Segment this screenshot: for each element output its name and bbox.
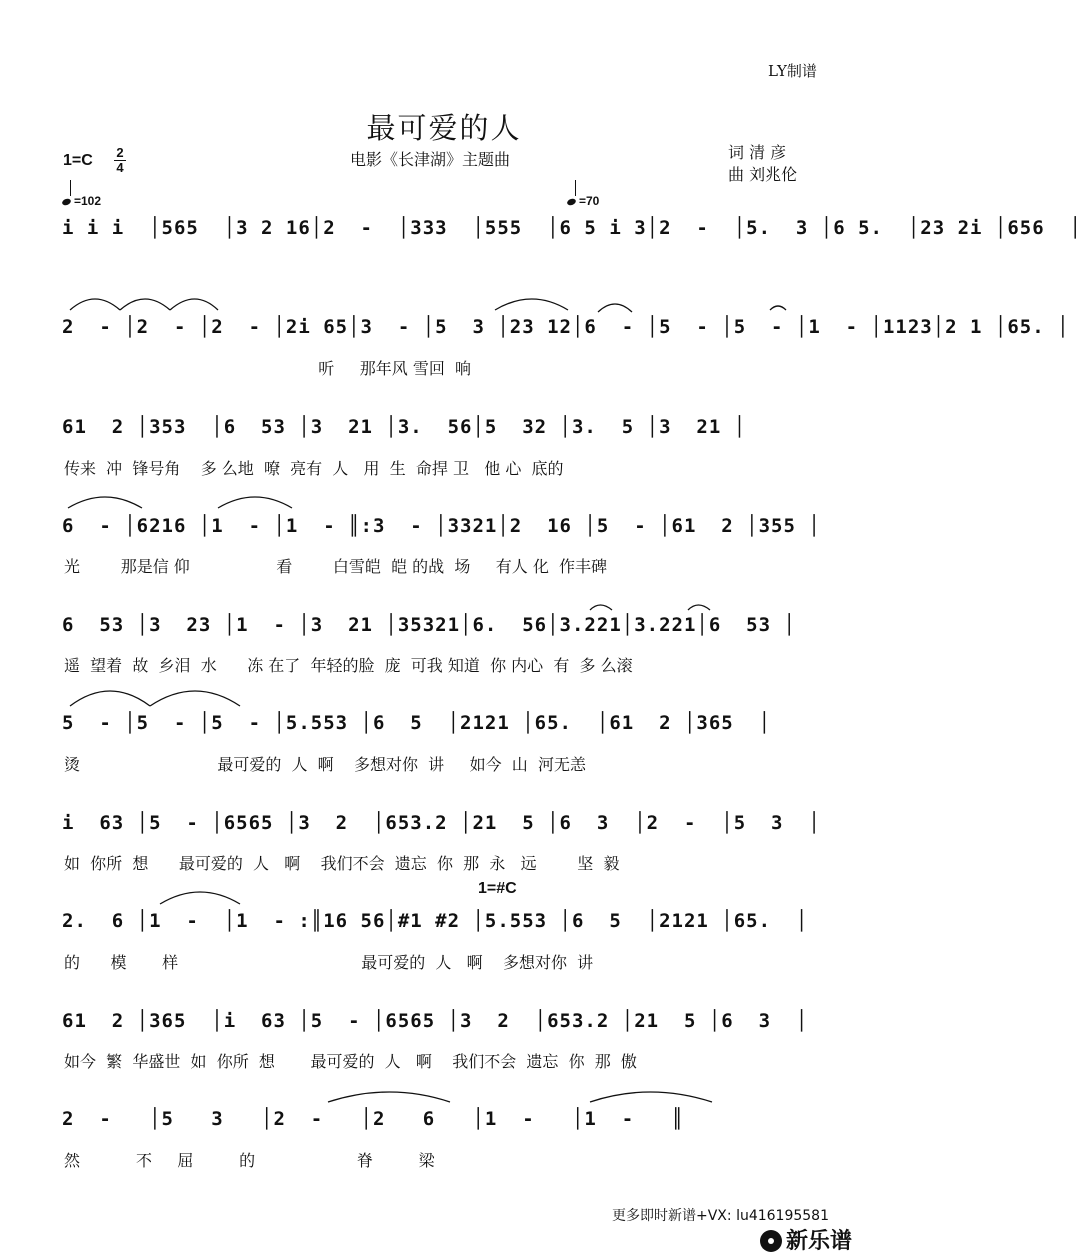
- system-5-lyrics: 遥 望着 故 乡泪 水 冻 在了 年轻的脸 庞 可我 知道 你 内心 有 多 么滚: [64, 656, 633, 675]
- slur: [70, 691, 150, 706]
- system-10-lyrics: 然 不 屈 的 脊 梁: [64, 1151, 435, 1170]
- time-bottom: 4: [116, 160, 124, 175]
- record-icon: [760, 1230, 782, 1252]
- system-3-lyrics: 传来 冲 锋号角 多 么地 嘹 亮有 人 用 生 命捍 卫 他 心 底的: [64, 459, 564, 478]
- system-1-notes: i i i │565 │3 2 16│2 - │333 │555 │6 5 i 3│2 - │5. 3 │6 5. │23 2i │656 │: [62, 217, 1082, 239]
- slur: [598, 304, 632, 312]
- key-change: 1=#C: [478, 880, 517, 897]
- system-2-notes: 2 - │2 - │2 - │2i 65│3 - │5 3 │23 12│6 - │5 - │5 - │1 - │1123│2 1 │65. │: [62, 316, 1070, 338]
- tempo-value-2: =70: [579, 194, 600, 208]
- lyricist-credit: 词 清 彦: [728, 143, 787, 162]
- slur: [328, 1092, 450, 1102]
- system-5-notes: 6 53 │3 23 │1 - │3 21 │35321│6. 56│3.221│3.221│6 53 │: [62, 614, 796, 636]
- slur: [218, 497, 292, 508]
- system-8-notes: 2. 6 │1 - │1 - :║16 56│#1 #2 │5.553 │6 5 │2121 │65. │: [62, 910, 809, 932]
- slur: [120, 299, 170, 310]
- system-4-lyrics: 光 那是信 仰 看 白雪皑 皑 的战 场 有人 化 作丰碑: [64, 557, 608, 576]
- system-9-notes: 61 2 │365 │i 63 │5 - │6565 │3 2 │653.2 │21 5 │6 3 │: [62, 1010, 809, 1032]
- slur: [160, 892, 240, 904]
- system-3-notes: 61 2 │353 │6 53 │3 21 │3. 56│5 32 │3. 5 │3 21 │: [62, 416, 747, 438]
- slur: [590, 1092, 712, 1102]
- key-signature: 1=C: [63, 152, 93, 169]
- system-2-lyrics: 听 那年风 雪回 响: [64, 359, 471, 378]
- system-6-lyrics: 烫 最可爱的 人 啊 多想对你 讲 如今 山 河无恙: [64, 755, 586, 774]
- logo-text: 新乐谱: [786, 1229, 853, 1254]
- system-4-notes: 6 - │6216 │1 - │1 - ║:3 - │3321│2 16 │5 - │61 2 │355 │: [62, 515, 821, 537]
- system-10-notes: 2 - │5 3 │2 - │2 6 │1 - │1 - ║: [62, 1108, 684, 1130]
- slur: [688, 605, 710, 610]
- system-8-lyrics: 的 模 样 最可爱的 人 啊 多想对你 讲: [64, 953, 594, 972]
- song-subtitle: 电影《长津湖》主题曲: [350, 150, 511, 169]
- system-9-lyrics: 如今 繁 华盛世 如 你所 想 最可爱的 人 啊 我们不会 遗忘 你 那 傲: [64, 1052, 637, 1071]
- slur: [170, 299, 218, 310]
- slur: [150, 691, 240, 706]
- footer-text: 更多即时新谱+VX: lu416195581: [612, 1208, 829, 1224]
- slur: [770, 306, 786, 310]
- maker-credit: LY制谱: [768, 62, 817, 80]
- song-title: 最可爱的人: [366, 111, 522, 145]
- time-top: 2: [116, 145, 124, 160]
- composer-credit: 曲 刘兆伦: [728, 165, 798, 184]
- slur: [68, 497, 142, 508]
- site-logo: [760, 1224, 852, 1255]
- slur: [70, 299, 120, 310]
- slur: [495, 299, 568, 310]
- system-7-lyrics: 如 你所 想 最可爱的 人 啊 我们不会 遗忘 你 那 永 远 坚 毅: [64, 854, 620, 873]
- slur: [590, 605, 612, 610]
- system-6-notes: 5 - │5 - │5 - │5.553 │6 5 │2121 │65. │61 2 │365 │: [62, 712, 772, 734]
- tempo-value-1: =102: [74, 194, 102, 208]
- system-7-notes: i 63 │5 - │6565 │3 2 │653.2 │21 5 │6 3 │2 - │5 3 │: [62, 812, 821, 834]
